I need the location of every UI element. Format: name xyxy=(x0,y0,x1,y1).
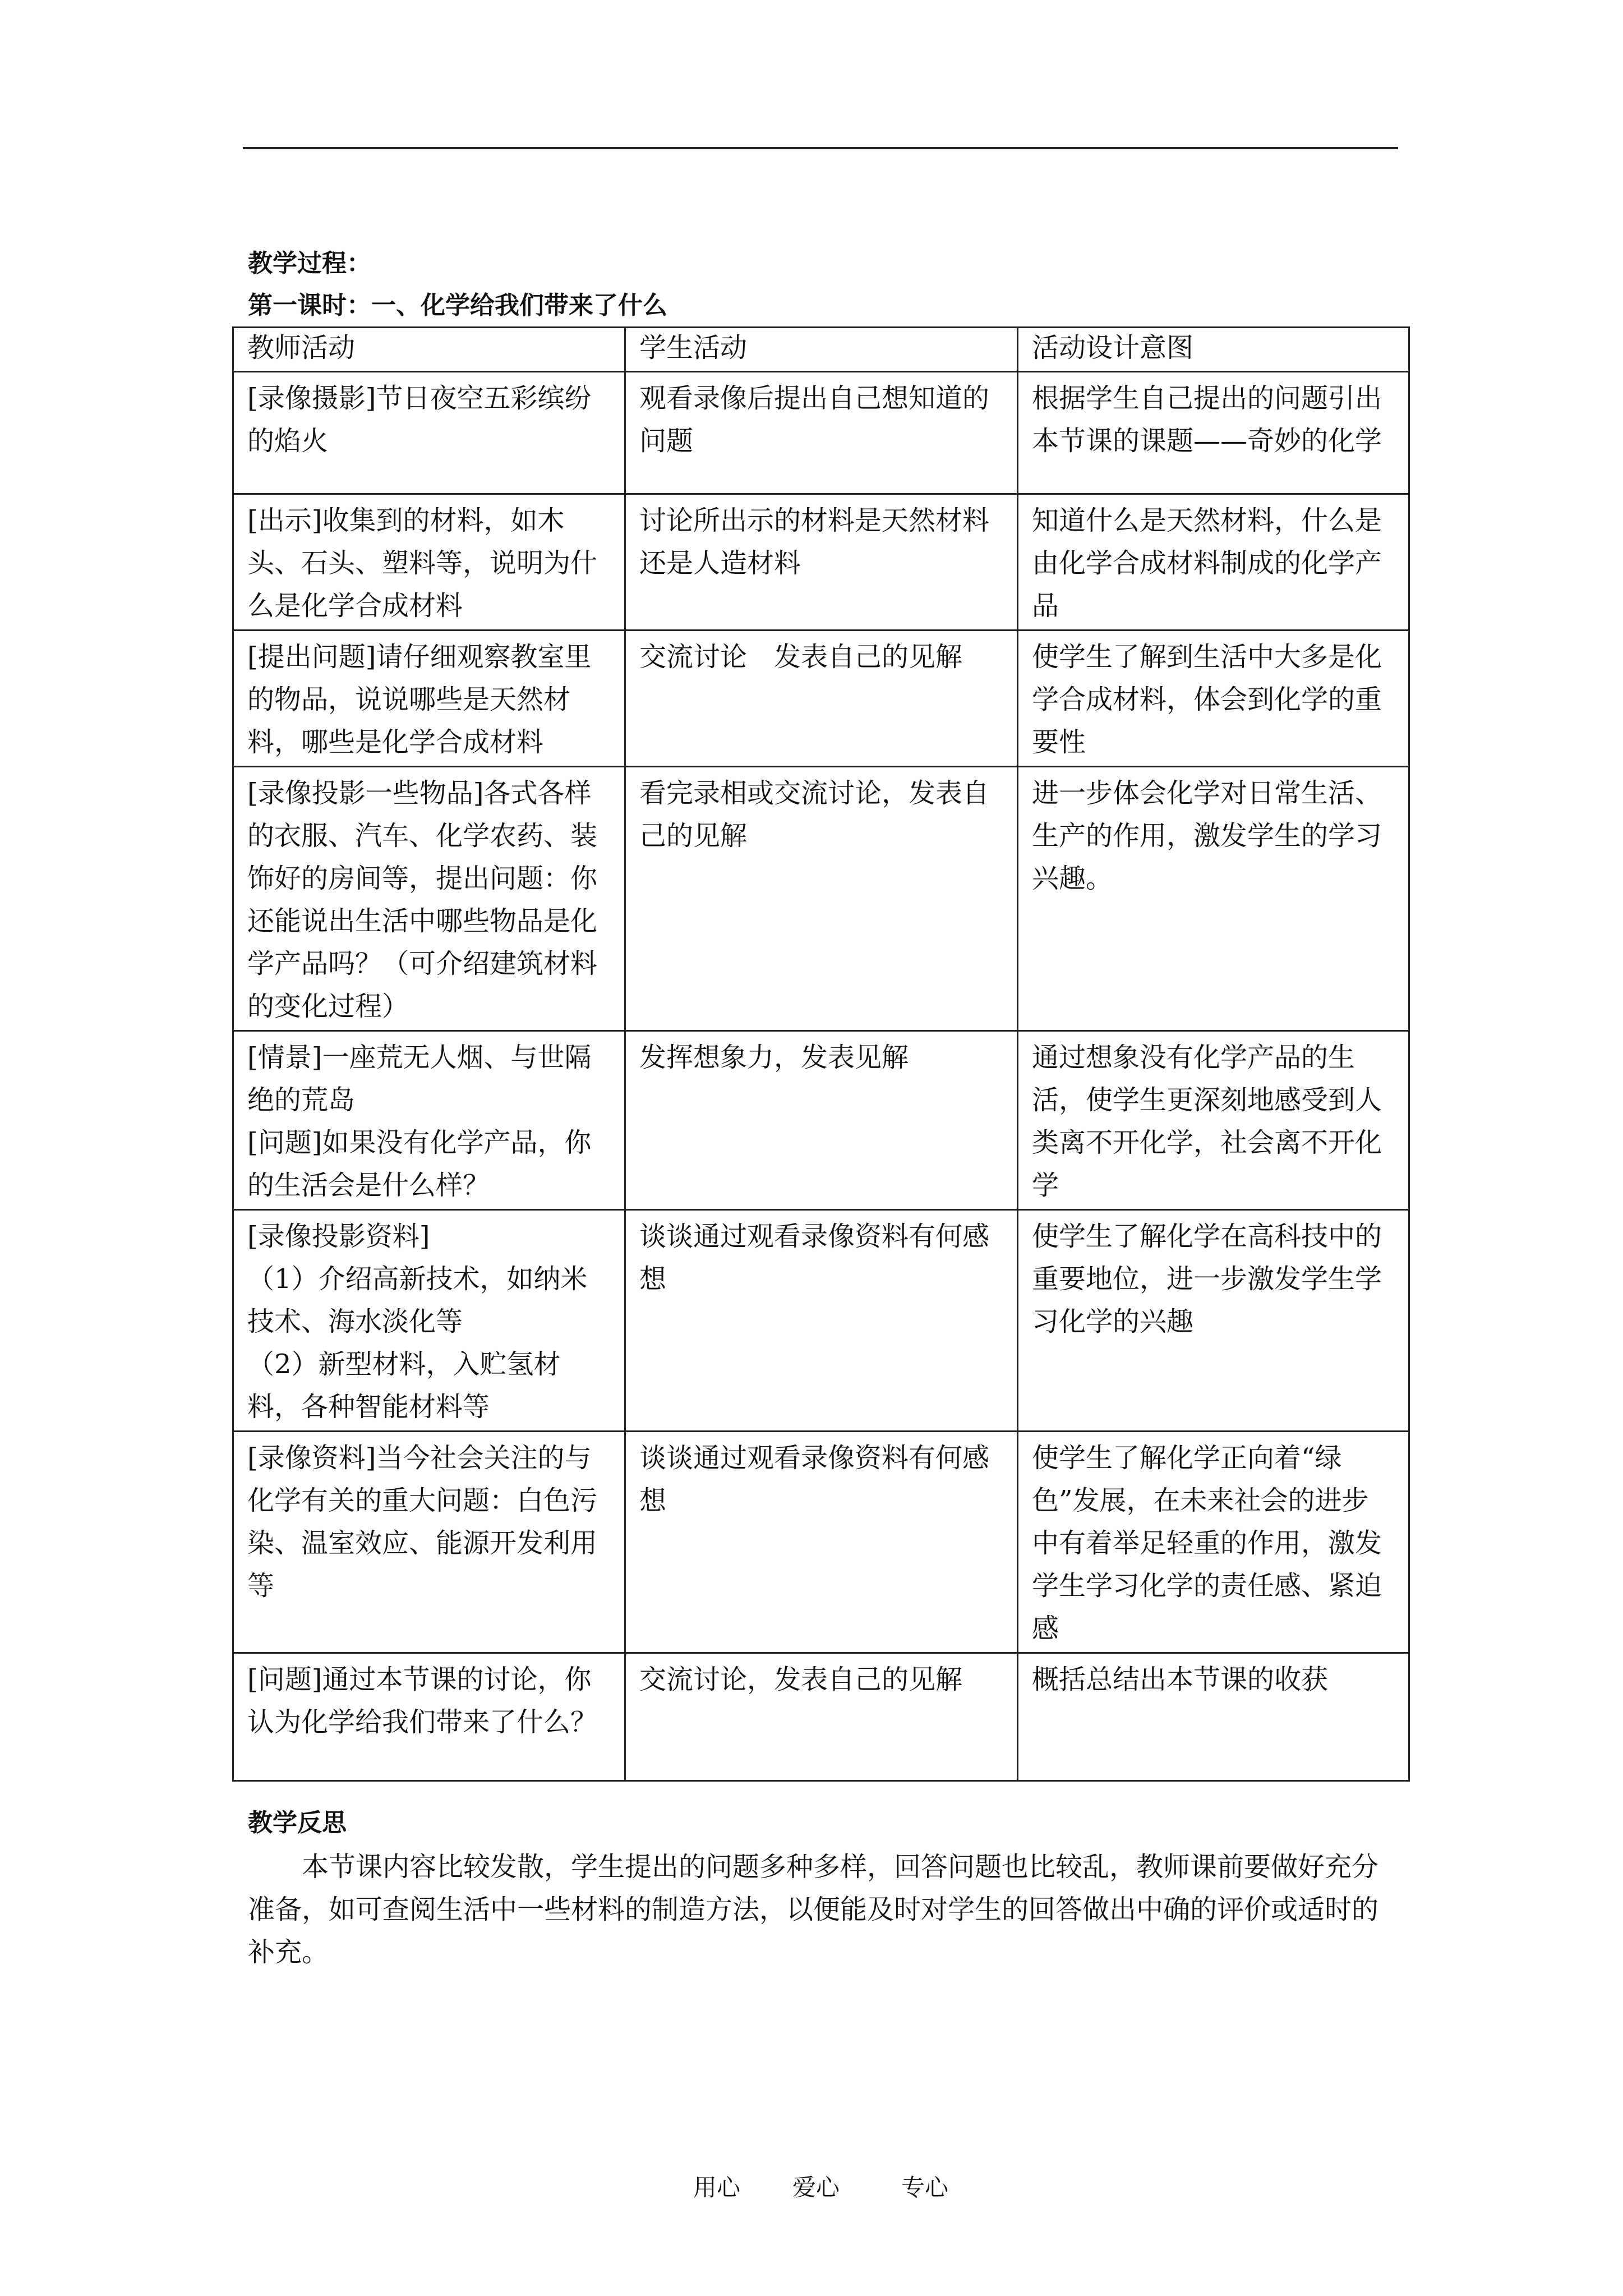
teacher-activity-cell: [录像投影一些物品]各式各样的衣服、汽车、化学农药、装饰好的房间等，提出问题：你还能说出生活中哪些物品是化学产品吗？（可介绍建筑材料的变化过程） xyxy=(233,767,625,1031)
footer-motto-1: 用心 xyxy=(693,2174,741,2201)
footer-motto-3: 专心 xyxy=(901,2174,949,2201)
reflection-title: 教学反思 xyxy=(248,1809,347,1837)
teaching-process-heading: 教学过程： xyxy=(248,249,371,278)
design-intent-cell: 使学生了解到生活中大多是化学合成材料，体会到化学的重要性 xyxy=(1018,631,1409,767)
header-teacher-activity: 教师活动 xyxy=(233,328,625,372)
reflection-paragraph: 本节课内容比较发散，学生提出的问题多种多样，回答问题也比较乱，教师课前要做好充分准备，如可查阅生活中一些材料的制造方法，以便能及时对学生的回答做出中确的评价或适时的补充。 xyxy=(248,1851,1379,1968)
student-activity-cell: 谈谈通过观看录像资料有何感想 xyxy=(625,1432,1018,1653)
design-intent-cell: 通过想象没有化学产品的生活，使学生更深刻地感受到人类离不开化学，社会离不开化学 xyxy=(1018,1031,1409,1210)
student-activity-cell: 发挥想象力，发表见解 xyxy=(625,1031,1018,1210)
table-row xyxy=(233,1210,1409,1432)
teacher-activity-cell: [提出问题]请仔细观察教室里的物品，说说哪些是天然材料，哪些是化学合成材料 xyxy=(233,631,625,767)
table-row xyxy=(233,1432,1409,1653)
lesson-heading: 第一课时：一、化学给我们带来了什么 xyxy=(248,291,667,320)
student-activity-cell: 交流讨论 发表自己的见解 xyxy=(625,631,1018,767)
teacher-activity-cell: [录像投影资料] （1）介绍高新技术，如纳米技术、海水淡化等 （2）新型材料，入贮氢材料，各种智能材料等 xyxy=(233,1210,625,1432)
teacher-activity-cell: [出示]收集到的材料，如木头、石头、塑料等，说明为什么是化学合成材料 xyxy=(233,494,625,631)
design-intent-cell: 概括总结出本节课的收获 xyxy=(1018,1653,1409,1781)
table-row xyxy=(233,767,1409,1031)
teacher-activity-cell: [问题]通过本节课的讨论，你认为化学给我们带来了什么？ xyxy=(233,1653,625,1781)
table-row xyxy=(233,1653,1409,1781)
table-header-row xyxy=(233,328,1409,372)
table-row xyxy=(233,494,1409,631)
student-activity-cell: 交流讨论，发表自己的见解 xyxy=(625,1653,1018,1781)
design-intent-cell: 使学生了解化学正向着“绿色”发展，在未来社会的进步中有着举足轻重的作用，激发学生学习化学的责任感、紧迫感 xyxy=(1018,1432,1409,1653)
design-intent-cell: 知道什么是天然材料，什么是由化学合成材料制成的化学产品 xyxy=(1018,494,1409,631)
teacher-activity-cell: [情景]一座荒无人烟、与世隔绝的荒岛 [问题]如果没有化学产品，你的生活会是什么样？ xyxy=(233,1031,625,1210)
table-row xyxy=(233,631,1409,767)
lesson-plan-table xyxy=(232,326,1410,1782)
student-activity-cell: 看完录相或交流讨论，发表自己的见解 xyxy=(625,767,1018,1031)
table-row xyxy=(233,372,1409,494)
student-activity-cell: 谈谈通过观看录像资料有何感想 xyxy=(625,1210,1018,1432)
footer-motto-2: 爱心 xyxy=(792,2174,840,2201)
student-activity-cell: 讨论所出示的材料是天然材料还是人造材料 xyxy=(625,494,1018,631)
design-intent-cell: 使学生了解化学在高科技中的重要地位，进一步激发学生学习化学的兴趣 xyxy=(1018,1210,1409,1432)
table-row xyxy=(233,1031,1409,1210)
teacher-activity-cell: [录像摄影]节日夜空五彩缤纷的焰火 xyxy=(233,372,625,494)
header-student-activity: 学生活动 xyxy=(625,328,1018,372)
header-rule xyxy=(243,147,1398,149)
design-intent-cell: 根据学生自己提出的问题引出本节课的课题——奇妙的化学 xyxy=(1018,372,1409,494)
teacher-activity-cell: [录像资料]当今社会关注的与化学有关的重大问题：白色污染、温室效应、能源开发利用等 xyxy=(233,1432,625,1653)
design-intent-cell: 进一步体会化学对日常生活、生产的作用，激发学生的学习兴趣。 xyxy=(1018,767,1409,1031)
student-activity-cell: 观看录像后提出自己想知道的问题 xyxy=(625,372,1018,494)
header-design-intent: 活动设计意图 xyxy=(1018,328,1409,372)
